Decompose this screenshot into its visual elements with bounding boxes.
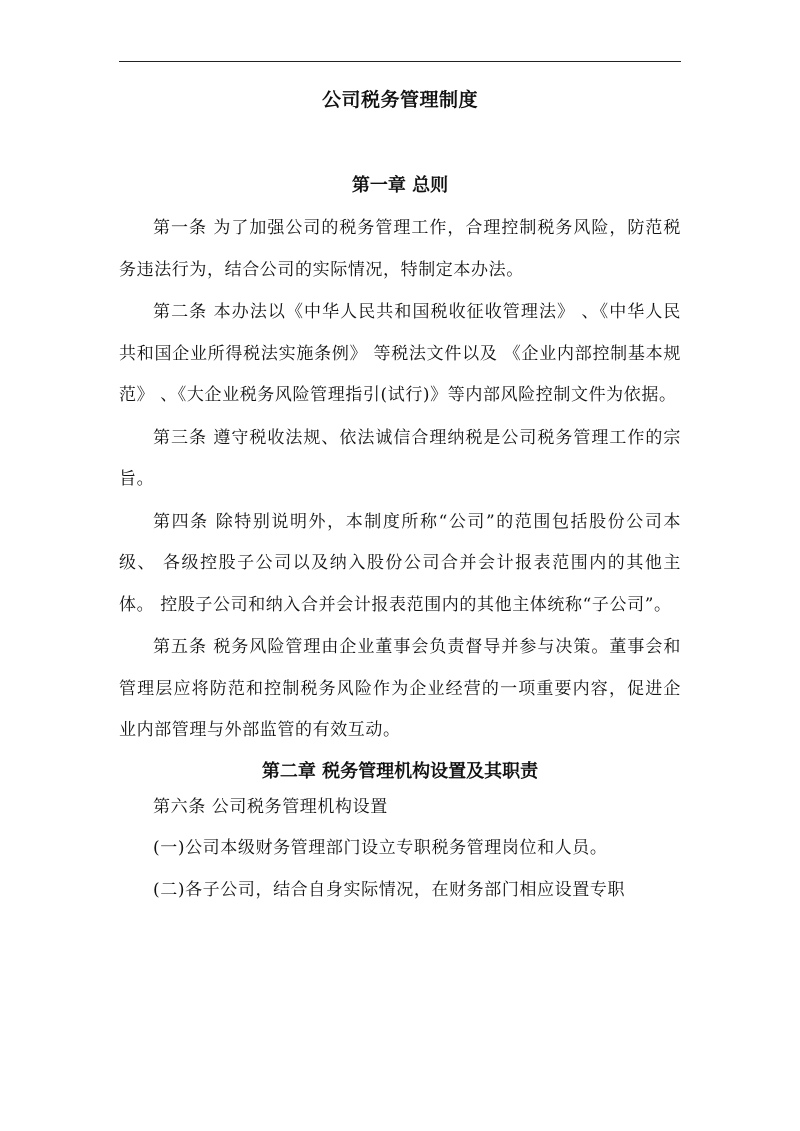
chapter-heading: 第二章 税务管理机构设置及其职责: [261, 760, 539, 782]
document-title: 公司税务管理制度: [321, 89, 478, 111]
article-paragraph: 第四条 除特别说明外，本制度所称“公司”的范围包括股份公司本级、 各级控股子公司以及纳入股份公司合并会计报表范围内的其他主体。 控股子公司和纳入合并会计报表范围内的其他主体统称“子公司”。: [119, 511, 681, 615]
article-paragraph: 第六条 公司税务管理机构设置: [153, 796, 388, 817]
article-paragraph: 第三条 遵守税收法规、依法诚信合理纳税是公司税务管理工作的宗旨。: [119, 427, 681, 489]
article-paragraph: 第五条 税务风险管理由企业董事会负责督导并参与决策。董事会和管理层应将防范和控制税务风险作为企业经营的一项重要内容，促进企业内部管理与外部监管的有效互动。: [119, 637, 681, 740]
document-body: [119, 86, 681, 911]
article-paragraph: 第二条 本办法以《中华人民共和国税收征收管理法》 、《中华人民共和国企业所得税法实施条例》 等税法文件以及 《企业内部控制基本规范》 、《大企业税务风险管理指引(试行)》等内部风险控制文件为依据。: [119, 302, 681, 405]
article-paragraph: 第一条 为了加强公司的税务管理工作，合理控制税务风险，防范税务违法行为，结合公司的实际情况，特制定本办法。: [119, 218, 681, 280]
chapter-heading: 第一章 总则: [351, 175, 449, 196]
list-item: (一)公司本级财务管理部门设立专职税务管理岗位和人员。: [153, 838, 608, 858]
header-rule: [119, 61, 681, 62]
list-item: (二)各子公司，结合自身实际情况，在财务部门相应设置专职: [153, 879, 626, 900]
